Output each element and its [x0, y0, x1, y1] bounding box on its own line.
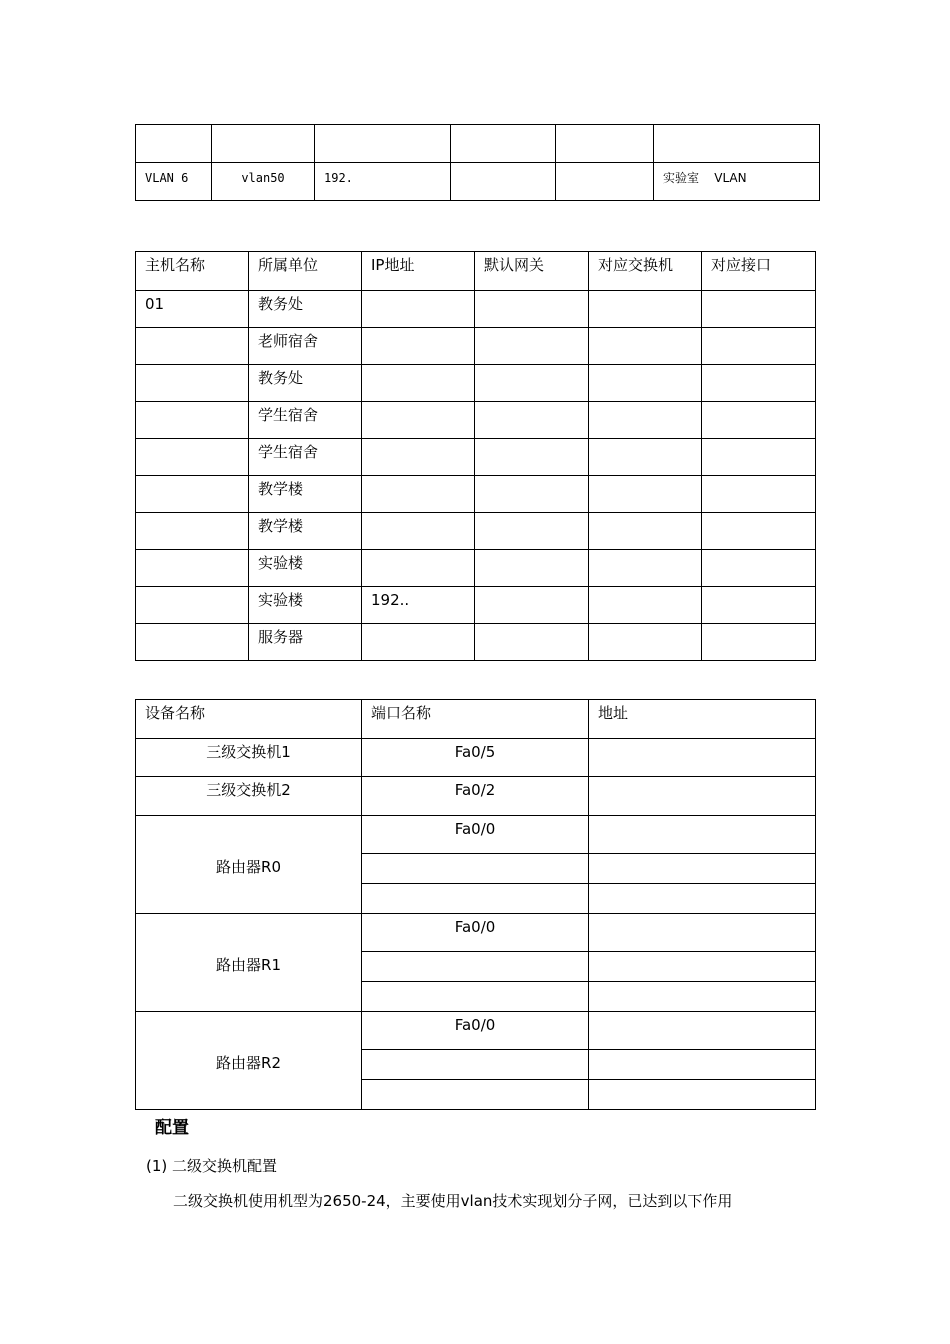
table-cell	[362, 439, 475, 476]
port-name: Fa0/0	[362, 1012, 589, 1050]
port-name	[362, 1080, 589, 1110]
table-cell: VLAN 6	[136, 163, 212, 201]
table-cell	[702, 550, 816, 587]
table-cell	[136, 513, 249, 550]
table-cell: 服务器	[249, 624, 362, 661]
host-table	[135, 251, 816, 661]
port-name	[362, 854, 589, 884]
column-header: IP地址	[362, 252, 475, 291]
table-cell	[136, 624, 249, 661]
address-cell	[589, 1050, 816, 1080]
table-cell	[362, 513, 475, 550]
table-cell: 01	[136, 291, 249, 328]
table-row	[136, 402, 816, 439]
port-name	[362, 1050, 589, 1080]
port-name: Fa0/0	[362, 914, 589, 952]
section-heading: 配置	[155, 1118, 189, 1138]
table-cell	[475, 402, 589, 439]
port-name: Fa0/2	[362, 777, 589, 816]
table-cell	[136, 550, 249, 587]
port-name	[362, 884, 589, 914]
table-cell	[702, 402, 816, 439]
table-cell	[136, 125, 212, 163]
table-cell: 学生宿舍	[249, 402, 362, 439]
column-header: 对应接口	[702, 252, 816, 291]
table-cell	[136, 328, 249, 365]
table-cell	[362, 328, 475, 365]
table-cell	[702, 365, 816, 402]
table-cell	[475, 587, 589, 624]
table-header-row	[136, 252, 816, 291]
table-cell	[702, 439, 816, 476]
column-header: 主机名称	[136, 252, 249, 291]
table-cell: 教务处	[249, 291, 362, 328]
table-cell	[589, 513, 702, 550]
column-header: 所属单位	[249, 252, 362, 291]
table-cell	[451, 163, 556, 201]
table-cell: 192..	[362, 587, 475, 624]
table-cell: 实验室 VLAN	[654, 163, 820, 201]
table-row	[136, 777, 816, 816]
table-cell	[589, 476, 702, 513]
table-cell	[589, 624, 702, 661]
table-cell	[451, 125, 556, 163]
table-cell	[475, 624, 589, 661]
table-cell	[702, 476, 816, 513]
table-row	[136, 914, 816, 952]
table-cell	[702, 513, 816, 550]
device-name: 路由器R0	[136, 816, 362, 914]
table-cell: 教务处	[249, 365, 362, 402]
table-cell	[475, 291, 589, 328]
table-cell: 192.	[315, 163, 451, 201]
address-cell	[589, 982, 816, 1012]
table-row	[136, 816, 816, 854]
table-cell	[362, 365, 475, 402]
table-cell	[556, 163, 654, 201]
table-cell	[589, 587, 702, 624]
address-cell	[589, 816, 816, 854]
table-row	[136, 328, 816, 365]
table-cell	[362, 550, 475, 587]
port-name: Fa0/0	[362, 816, 589, 854]
table-cell	[589, 439, 702, 476]
port-name	[362, 982, 589, 1012]
address-cell	[589, 1080, 816, 1110]
table-row	[136, 550, 816, 587]
column-header: 端口名称	[362, 700, 589, 739]
table-cell	[702, 291, 816, 328]
subsection-heading: (1) 二级交换机配置	[146, 1157, 278, 1175]
table-row	[136, 365, 816, 402]
device-name: 路由器R2	[136, 1012, 362, 1110]
column-header: 默认网关	[475, 252, 589, 291]
table-row	[136, 624, 816, 661]
table-cell: 教学楼	[249, 476, 362, 513]
table-cell	[589, 291, 702, 328]
table-cell	[136, 476, 249, 513]
table-row	[136, 439, 816, 476]
table-cell	[475, 439, 589, 476]
table-cell	[556, 125, 654, 163]
table-cell	[475, 513, 589, 550]
table-row	[136, 476, 816, 513]
body-paragraph: 二级交换机使用机型为2650-24，主要使用vlan技术实现划分子网，已达到以下作用	[173, 1192, 733, 1210]
table-cell	[702, 587, 816, 624]
address-cell	[589, 1012, 816, 1050]
table-cell	[589, 328, 702, 365]
device-name: 路由器R1	[136, 914, 362, 1012]
table-row	[136, 125, 820, 163]
table-row	[136, 291, 816, 328]
table-cell	[136, 439, 249, 476]
column-header: 对应交换机	[589, 252, 702, 291]
table-cell: 教学楼	[249, 513, 362, 550]
table-cell	[475, 365, 589, 402]
vlan-table	[135, 124, 820, 201]
device-table	[135, 699, 816, 1110]
address-cell	[589, 739, 816, 777]
address-cell	[589, 952, 816, 982]
table-row	[136, 513, 816, 550]
table-row	[136, 163, 820, 201]
table-cell	[589, 550, 702, 587]
table-cell: 实验楼	[249, 550, 362, 587]
column-header: 地址	[589, 700, 816, 739]
table-cell	[589, 402, 702, 439]
table-cell	[212, 125, 315, 163]
table-cell	[136, 587, 249, 624]
address-cell	[589, 914, 816, 952]
device-name: 三级交换机1	[136, 739, 362, 777]
table-row	[136, 587, 816, 624]
address-cell	[589, 884, 816, 914]
table-cell	[362, 624, 475, 661]
table-cell	[475, 550, 589, 587]
table-row	[136, 1012, 816, 1050]
table-cell: 老师宿舍	[249, 328, 362, 365]
table-cell	[589, 365, 702, 402]
table-cell	[702, 328, 816, 365]
table-cell	[654, 125, 820, 163]
table-cell	[136, 402, 249, 439]
table-cell	[362, 291, 475, 328]
address-cell	[589, 854, 816, 884]
table-header-row	[136, 700, 816, 739]
table-cell: 实验楼	[249, 587, 362, 624]
column-header: 设备名称	[136, 700, 362, 739]
table-cell	[362, 402, 475, 439]
table-cell	[315, 125, 451, 163]
port-name	[362, 952, 589, 982]
table-cell	[475, 476, 589, 513]
address-cell	[589, 777, 816, 816]
table-cell: vlan50	[212, 163, 315, 201]
table-cell	[136, 365, 249, 402]
port-name: Fa0/5	[362, 739, 589, 777]
table-cell	[362, 476, 475, 513]
table-cell	[702, 624, 816, 661]
table-cell	[475, 328, 589, 365]
device-name: 三级交换机2	[136, 777, 362, 816]
table-cell: 学生宿舍	[249, 439, 362, 476]
table-row	[136, 739, 816, 777]
